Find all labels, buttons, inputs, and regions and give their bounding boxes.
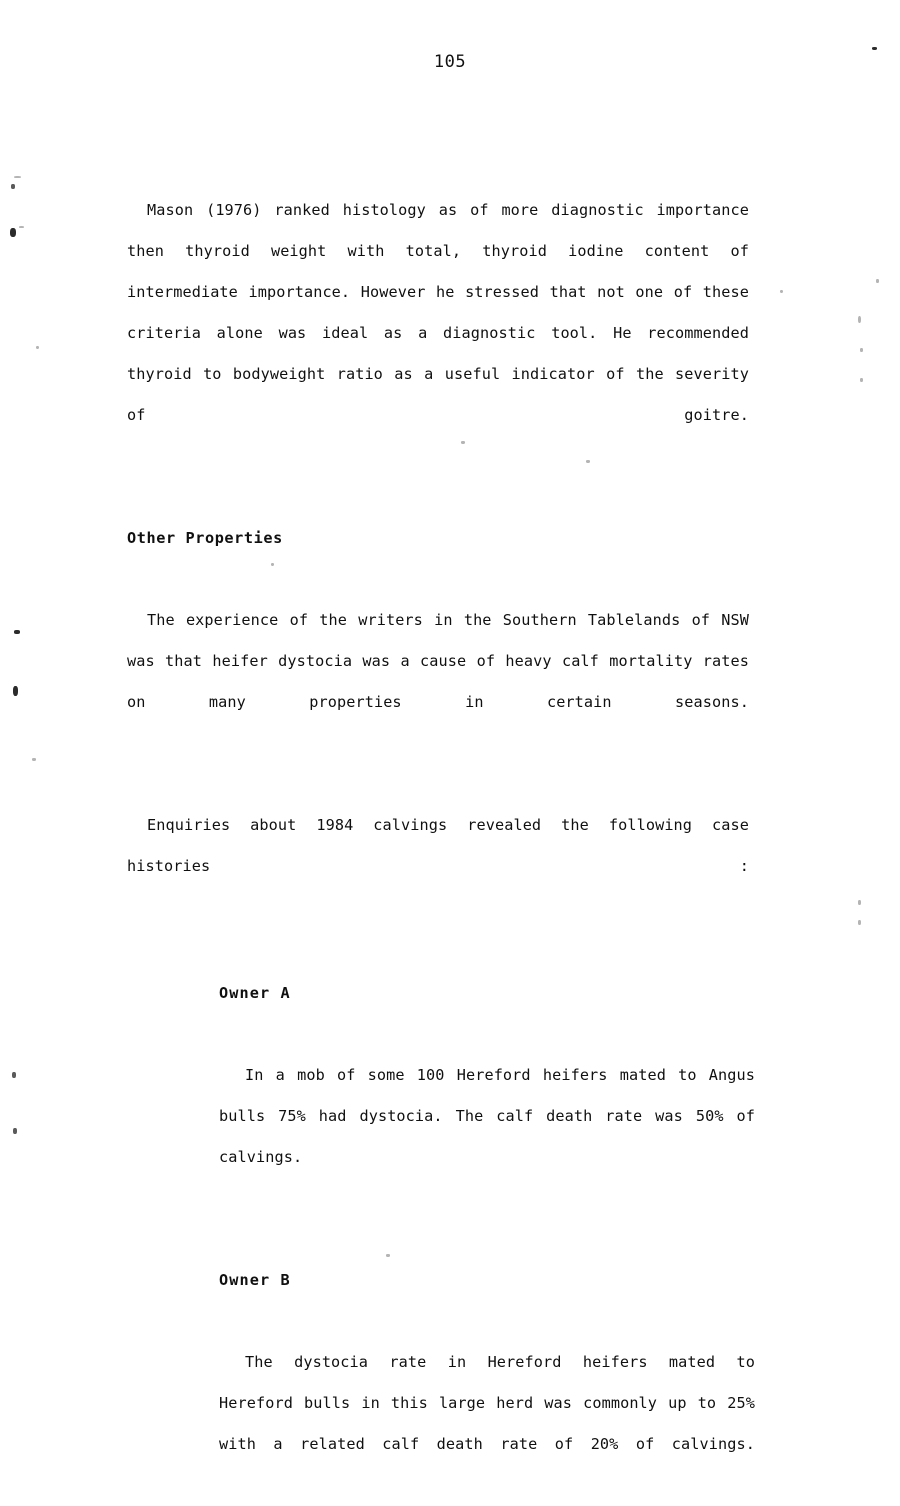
spacer [127, 1219, 749, 1260]
scan-speckle [14, 176, 21, 178]
spacer [127, 559, 749, 600]
scan-speckle [872, 47, 877, 50]
spacer [219, 1014, 755, 1055]
scan-speckle [858, 316, 861, 323]
scan-speckle [32, 758, 36, 761]
paragraph-mason-1976: Mason (1976) ranked histology as of more diagnostic importance then thyroid weight with total, thyroid iodine content of intermediate importance. However he stressed that not one of these criteria alone was ideal as a diagnostic tool. He recommended thyroid to bodyweight ratio as a useful indicator of the severity of goitre. [127, 201, 749, 424]
scan-speckle [12, 1072, 16, 1078]
scan-speckle [858, 900, 861, 905]
spacer [127, 928, 749, 973]
paragraph-enquiries-1984: Enquiries about 1984 calvings revealed the following case histories : [127, 816, 749, 875]
case-paragraph-owner-a: In a mob of some 100 Hereford heifers mated to Angus bulls 75% had dystocia. The calf death rate was 50% of calvings. [219, 1066, 755, 1166]
case-history-owner-a [219, 973, 755, 1219]
case-heading-owner-b: Owner B [219, 1271, 291, 1289]
scan-speckle [13, 1128, 17, 1134]
scan-speckle [13, 686, 18, 696]
scan-speckle [11, 184, 15, 189]
scan-speckle [860, 378, 863, 382]
case-history-owner-b [219, 1260, 755, 1506]
spacer [127, 477, 749, 518]
scan-speckle [860, 348, 863, 352]
spacer [127, 764, 749, 805]
case-heading-owner-a: Owner A [219, 984, 291, 1002]
spacer [219, 1301, 755, 1342]
scan-speckle [780, 290, 783, 293]
section-heading-other-properties: Other Properties [127, 529, 283, 547]
case-paragraph-owner-b: The dystocia rate in Hereford heifers mated to Hereford bulls in this large herd was commonly up to 25% with a related calf death rate of 20% of calvings. [219, 1353, 755, 1453]
scan-speckle [14, 630, 20, 634]
scan-speckle [36, 346, 39, 349]
text-body [127, 190, 755, 1506]
paragraph-experience-writers: The experience of the writers in the Southern Tablelands of NSW was that heifer dystocia was a cause of heavy calf mortality rates on many properties in certain seasons. [127, 611, 749, 711]
scan-speckle [19, 226, 24, 228]
scan-speckle [876, 279, 879, 283]
scan-speckle [858, 920, 861, 925]
page-number: 105 [433, 52, 467, 72]
scan-speckle [10, 228, 16, 237]
